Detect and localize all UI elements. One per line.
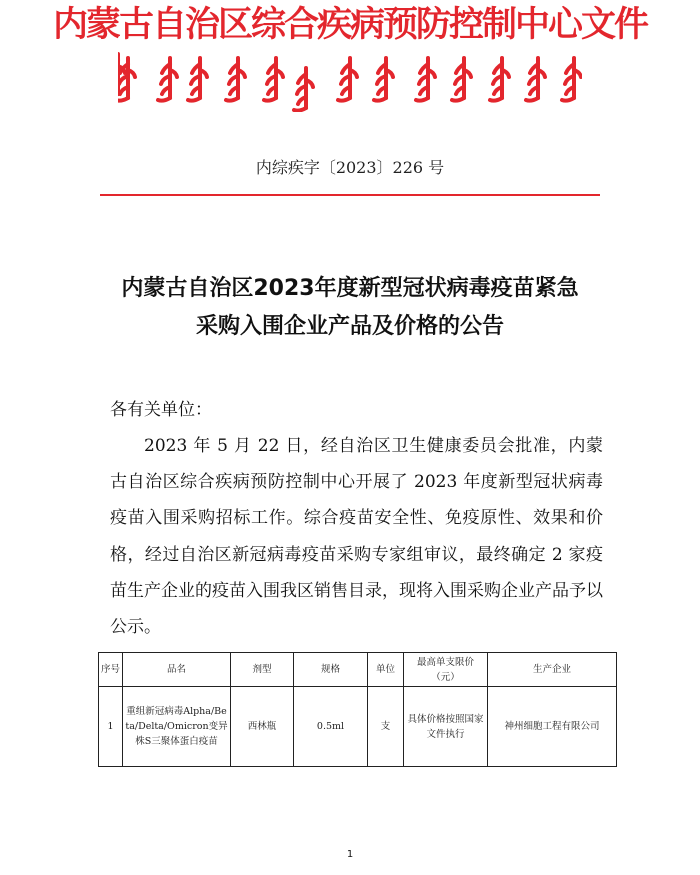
document-header-title: 内蒙古自治区综合疾病预防控制中心文件 (52, 4, 647, 45)
cell-name: 重组新冠病毒Alpha/Beta/Delta/Omicron变异株S三聚体蛋白疫苗 (123, 687, 231, 767)
mongolian-script-icon (118, 50, 582, 112)
cell-no: 1 (99, 687, 123, 767)
header-spec: 规格 (294, 653, 368, 687)
cell-unit: 支 (368, 687, 404, 767)
cell-maker: 神州细胞工程有限公司 (488, 687, 617, 767)
notice-title-line: 内蒙古自治区2023年度新型冠状病毒疫苗紧急 (121, 276, 579, 301)
page-number: 1 (346, 849, 354, 860)
cell-form: 西林瓶 (231, 687, 294, 767)
header-unit: 单位 (368, 653, 404, 687)
notice-body-paragraph: 2023 年 5 月 22 日，经自治区卫生健康委员会批准，内蒙古自治区综合疾病预防控制中心开展了 2023 年度新型冠状病毒疫苗入围采购招标工作。综合疫苗安全性、免疫原性、效果和价格，经过自治区新冠病毒疫苗采购专家组审议，最终确定 2 家疫苗生产企业的疫苗入围我区销售目录，现将入围采购企业产品予以公示。 (110, 436, 603, 638)
red-divider-line (100, 194, 600, 196)
document-number: 内综疾字〔2023〕226 号 (255, 158, 445, 177)
salutation: 各有关单位： (110, 400, 212, 420)
notice-title (60, 270, 640, 346)
cell-price: 具体价格按照国家文件执行 (404, 687, 488, 767)
table-header-row (99, 653, 617, 687)
vaccine-price-table (98, 652, 617, 767)
header-maker: 生产企业 (488, 653, 617, 687)
cell-spec: 0.5ml (294, 687, 368, 767)
table-row (99, 687, 617, 767)
header-name: 品名 (123, 653, 231, 687)
header-form: 剂型 (231, 653, 294, 687)
header-no: 序号 (99, 653, 123, 687)
notice-title-line: 采购入围企业产品及价格的公告 (195, 314, 504, 339)
header-price: 最高单支限价（元） (404, 653, 488, 687)
